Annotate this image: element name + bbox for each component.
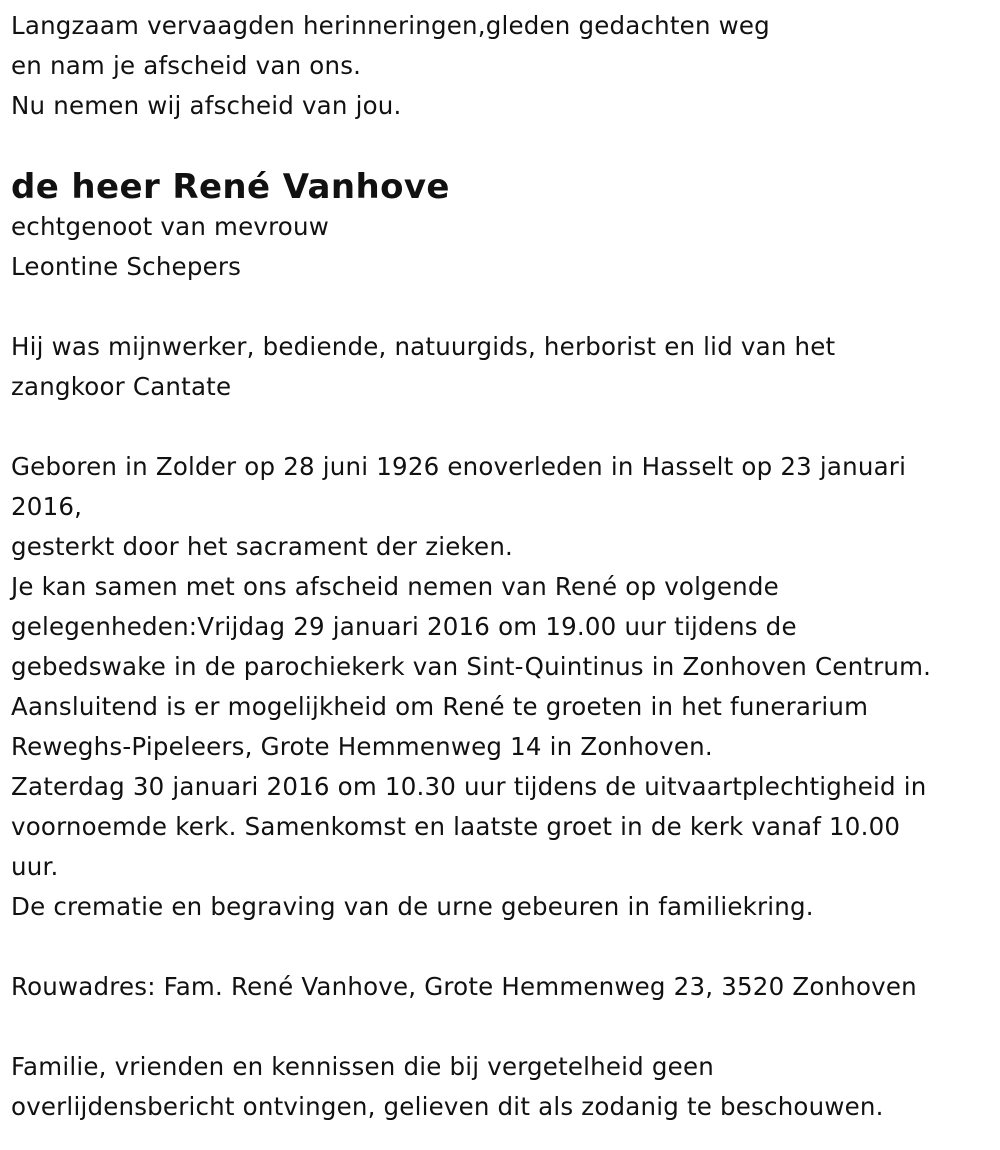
details-line-9: Zaterdag 30 januari 2016 om 10.30 uur tijdens de uitvaartplechtigheid in xyxy=(11,772,927,801)
details-line-12: De crematie en begraving van de urne gebeuren in familiekring. xyxy=(11,892,814,921)
mourning-address xyxy=(11,967,1000,1007)
closing-note xyxy=(11,1047,1000,1127)
ceremony-details xyxy=(11,447,1000,927)
details-line-2: 2016, xyxy=(11,492,83,521)
details-line-6: gebedswake in de parochiekerk van Sint-Quintinus in Zonhoven Centrum. xyxy=(11,652,932,681)
address-line: Rouwadres: Fam. René Vanhove, Grote Hemmenweg 23, 3520 Zonhoven xyxy=(11,972,917,1001)
details-line-10: voornoemde kerk. Samenkomst en laatste groet in de kerk vanaf 10.00 xyxy=(11,812,901,841)
spacer xyxy=(11,927,1000,967)
deceased-name: de heer René Vanhove xyxy=(11,167,450,207)
poem-line-3: Nu nemen wij afscheid van jou. xyxy=(11,91,402,120)
spacer xyxy=(11,287,1000,327)
details-line-11: uur. xyxy=(11,852,59,881)
details-line-7: Aansluitend is er mogelijkheid om René te groeten in het funerarium xyxy=(11,692,869,721)
details-line-1: Geboren in Zolder op 28 juni 1926 enoverleden in Hasselt op 23 januari xyxy=(11,452,907,481)
closing-line-1: Familie, vrienden en kennissen die bij vergetelheid geen xyxy=(11,1052,714,1081)
occupation-line-1: Hij was mijnwerker, bediende, natuurgids, herborist en lid van het xyxy=(11,332,836,361)
spacer xyxy=(11,1007,1000,1047)
poem xyxy=(11,0,1000,126)
occupation-line-2: zangkoor Cantate xyxy=(11,372,232,401)
spouse-line-2: Leontine Schepers xyxy=(11,252,242,281)
occupation-info xyxy=(11,327,1000,407)
closing-line-2: overlijdensbericht ontvingen, gelieven dit als zodanig te beschouwen. xyxy=(11,1092,884,1121)
details-line-5: gelegenheden:Vrijdag 29 januari 2016 om 19.00 uur tijdens de xyxy=(11,612,797,641)
details-line-4: Je kan samen met ons afscheid nemen van René op volgende xyxy=(11,572,779,601)
spouse-line-1: echtgenoot van mevrouw xyxy=(11,212,329,241)
spacer xyxy=(11,407,1000,447)
details-line-8: Reweghs-Pipeleers, Grote Hemmenweg 14 in Zonhoven. xyxy=(11,732,713,761)
details-line-3: gesterkt door het sacrament der zieken. xyxy=(11,532,514,561)
spouse-info xyxy=(11,207,1000,287)
poem-line-1: Langzaam vervaagden herinneringen,gleden gedachten weg xyxy=(11,11,770,40)
poem-line-2: en nam je afscheid van ons. xyxy=(11,51,362,80)
